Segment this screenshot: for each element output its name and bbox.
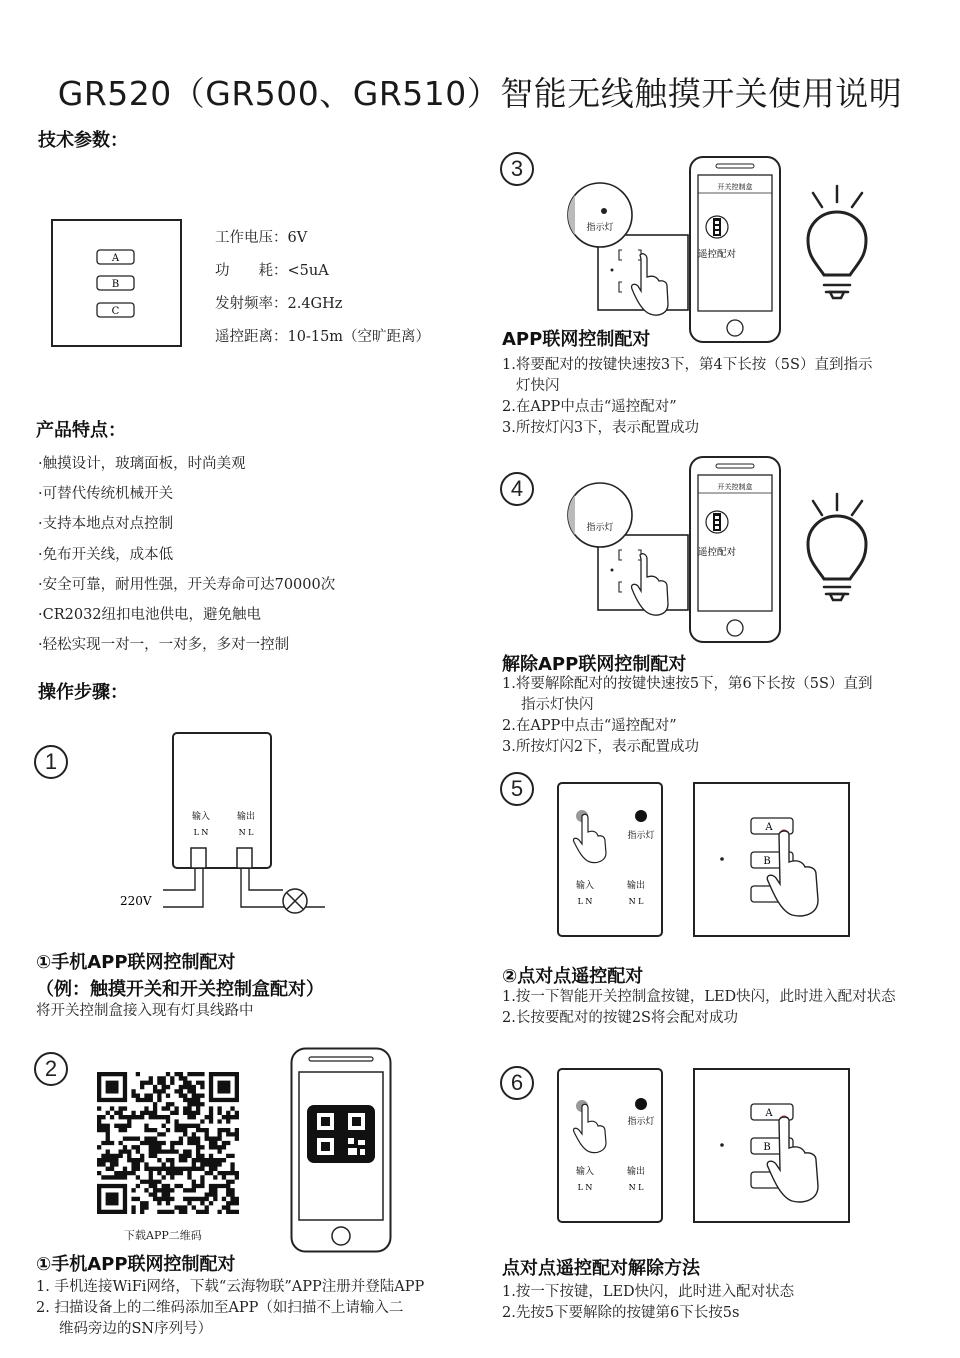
lamp-symbol-icon — [283, 889, 307, 913]
feature-item: ·可替代传统机械开关 — [38, 486, 174, 503]
step1-desc: 将开关控制盒接入现有灯具线路中 — [36, 1003, 254, 1019]
step6-illustration — [555, 1066, 855, 1226]
operation-heading: 操作步骤： — [38, 682, 128, 703]
step6-in-label: 输入 — [575, 1167, 595, 1177]
feature-item: ·CR2032纽扣电池供电，避免触电 — [38, 606, 262, 623]
step1-title: ①手机APP联网控制配对 — [36, 952, 236, 973]
feature-item: ·支持本地点对点控制 — [38, 516, 174, 533]
phone-scan-illustration — [290, 1047, 392, 1253]
step4-instructions — [502, 674, 872, 758]
step6-item: 1.按一下按键，LED快闪，此时进入配对状态 — [502, 1284, 795, 1300]
step4-phone-label: 遥控配对 — [698, 547, 737, 558]
step3-illustration — [560, 155, 890, 345]
step3-item: 2.在APP中点击“遥控配对” — [502, 399, 677, 415]
light-bulb-icon — [808, 186, 866, 298]
qr-code-image — [97, 1072, 239, 1214]
step1-number: 1 — [34, 745, 68, 779]
qr-small-icon — [307, 1105, 375, 1163]
spec-list — [215, 226, 430, 358]
step5-in-pins: L N — [577, 897, 593, 906]
qr-finder — [217, 1081, 230, 1094]
step2-item: 2. 扫描设备上的二维码添加至APP（如扫描不上请输入二 — [36, 1300, 404, 1316]
step4-item: 1.将要解除配对的按键快速按5下，第6下长按（5S）直到 — [502, 676, 873, 692]
wiring-diagram — [115, 730, 325, 920]
step6-button-b: B — [763, 1142, 771, 1153]
qr-finder — [106, 1081, 119, 1094]
step6-indicator-label: 指示灯 — [627, 1117, 655, 1127]
spec-frequency: 发射频率：2.4GHz — [215, 296, 343, 312]
wiring-in-pins: L N — [193, 828, 209, 837]
step5-item: 2.长按要配对的按键2S将会配对成功 — [502, 1010, 738, 1026]
switch-panel-illustration — [50, 218, 184, 348]
step5-title: ②点对点遥控配对 — [502, 966, 644, 987]
step3-title: APP联网控制配对 — [502, 329, 651, 350]
step5-button-b: B — [763, 856, 771, 867]
step4-number: 4 — [500, 472, 534, 506]
step4-item: 指示灯快闪 — [521, 697, 594, 713]
specs-heading: 技术参数： — [38, 130, 128, 151]
step6-instructions — [502, 1282, 794, 1324]
step4-indicator-label: 指示灯 — [586, 523, 614, 533]
page-title: GR520（GR500、GR510）智能无线触摸开关使用说明 — [57, 74, 903, 113]
spec-voltage: 工作电压：6V — [215, 230, 308, 246]
step3-item: 1.将要配对的按键快速按3下，第4下长按（5S）直到指示 — [502, 357, 873, 373]
step6-title: 点对点遥控配对解除方法 — [502, 1258, 700, 1279]
feature-item: ·安全可靠，耐用性强，开关寿命可达70000次 — [38, 576, 336, 593]
qr-finder — [106, 1192, 119, 1205]
step5-button-a: A — [765, 822, 773, 833]
step2-number: 2 — [34, 1052, 68, 1086]
step2-item: 维码旁边的SN序列号） — [59, 1321, 213, 1337]
qr-caption: 下载APP二维码 — [124, 1229, 202, 1242]
step5-illustration — [555, 780, 855, 940]
spec-distance: 遥控距离：10-15m（空旷距离） — [215, 329, 431, 345]
step5-out-pins: N L — [628, 897, 644, 906]
features-heading: 产品特点： — [36, 420, 126, 441]
step5-instructions — [502, 987, 896, 1029]
wiring-out-label: 输出 — [236, 812, 256, 822]
step4-phone-title: 开关控制盒 — [717, 483, 753, 491]
step1-subtitle: （例：触摸开关和开关控制盒配对） — [36, 979, 324, 1000]
step4-illustration — [560, 455, 890, 645]
step3-phone-label: 遥控配对 — [698, 249, 737, 260]
step3-item: 灯快闪 — [516, 378, 560, 394]
step3-instructions — [502, 355, 872, 439]
step5-indicator-label: 指示灯 — [627, 831, 655, 841]
step6-number: 6 — [500, 1066, 534, 1100]
step3-item: 3.所按灯闪3下，表示配置成功 — [502, 420, 700, 436]
step6-out-label: 输出 — [626, 1167, 646, 1177]
wiring-voltage: 220V — [120, 894, 152, 908]
step3-indicator-label: 指示灯 — [586, 223, 614, 233]
wiring-out-pins: N L — [238, 828, 254, 837]
step3-number: 3 — [500, 152, 534, 186]
step4-item: 2.在APP中点击“遥控配对” — [502, 718, 677, 734]
feature-list — [38, 452, 335, 663]
step2-title: ①手机APP联网控制配对 — [36, 1254, 236, 1275]
step5-item: 1.按一下智能开关控制盒按键，LED快闪，此时进入配对状态 — [502, 989, 896, 1005]
step5-out-label: 输出 — [626, 881, 646, 891]
spec-power: 功 耗：<5uA — [215, 263, 329, 279]
step2-instructions — [36, 1277, 424, 1340]
step5-in-label: 输入 — [575, 881, 595, 891]
feature-item: ·触摸设计，玻璃面板，时尚美观 — [38, 456, 246, 472]
panel-button-c: C — [111, 306, 120, 317]
step6-button-a: A — [765, 1108, 773, 1119]
panel-button-a: A — [111, 253, 120, 264]
wiring-in-label: 输入 — [191, 812, 211, 822]
light-bulb-icon — [808, 494, 866, 600]
step6-out-pins: N L — [628, 1183, 644, 1192]
step2-item: 1. 手机连接WiFi网络，下载“云海物联”APP注册并登陆APP — [36, 1279, 425, 1295]
feature-item: ·免布开关线，成本低 — [38, 546, 174, 563]
step4-title: 解除APP联网控制配对 — [502, 654, 687, 675]
step3-phone-title: 开关控制盒 — [717, 183, 753, 191]
step5-number: 5 — [500, 772, 534, 806]
feature-item: ·轻松实现一对一，一对多，多对一控制 — [38, 637, 290, 654]
panel-button-b: B — [111, 279, 120, 290]
step4-item: 3.所按灯闪2下，表示配置成功 — [502, 739, 700, 755]
step6-item: 2.先按5下要解除的按键第6下长按5s — [502, 1305, 740, 1321]
step6-in-pins: L N — [577, 1183, 593, 1192]
